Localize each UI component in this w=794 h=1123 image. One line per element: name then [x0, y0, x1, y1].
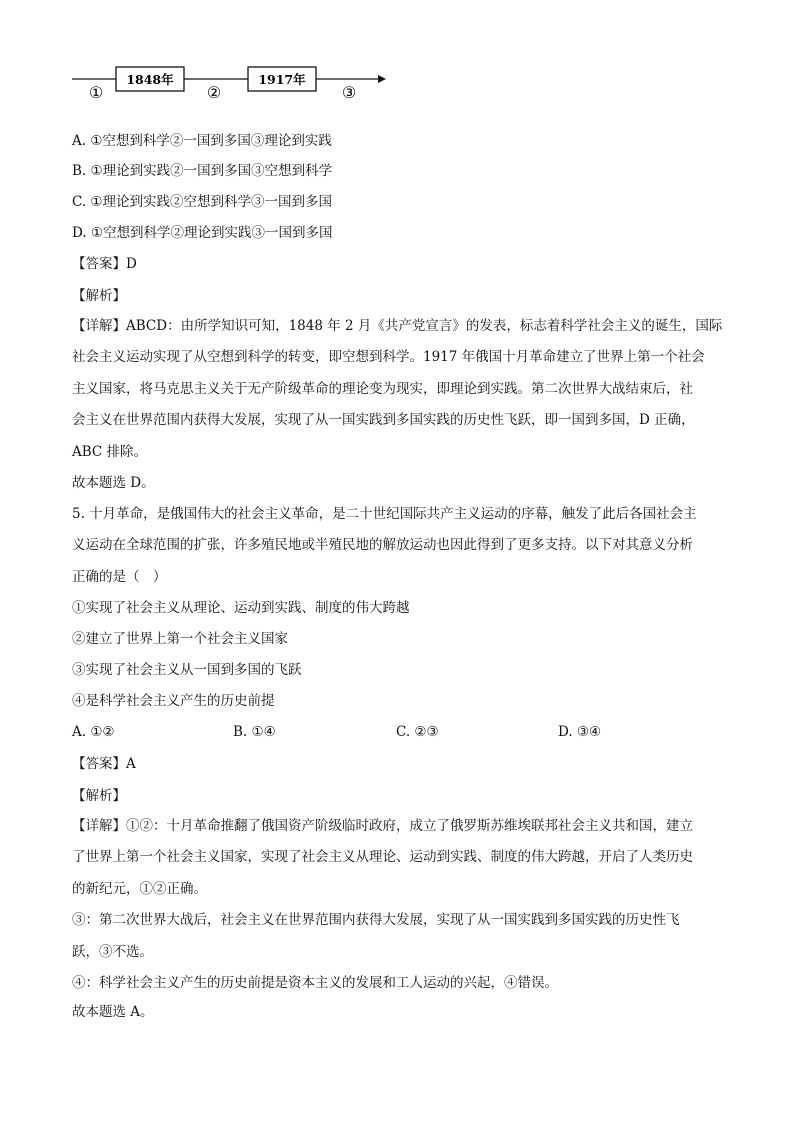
timeline-label-1917: 1917年 — [258, 72, 306, 87]
q4-detail-line: 会主义在世界范围内获得大发展，实现了从一国实践到多国实践的历史性飞跃，即一国到多国，D 正确， — [72, 412, 695, 429]
q5-item-3: ③实现了社会主义从一国到多国的飞跃 — [72, 662, 302, 678]
timeline-svg — [72, 62, 392, 102]
q5-stem-line: 5. 十月革命，是俄国伟大的社会主义革命，是二十世纪国际共产主义运动的序幕，触发了此后各国社会主 — [72, 506, 697, 522]
q5-item-1: ①实现了社会主义从理论、运动到实践、制度的伟大跨越 — [72, 600, 410, 616]
q4-conclusion: 故本题选 D。 — [72, 475, 155, 491]
q5-detail-line: 【详解】①②：十月革命推翻了俄国资产阶级临时政府，成立了俄罗斯苏维埃联邦社会主义共和国，建立 — [72, 818, 693, 834]
timeline-diagram — [72, 62, 392, 102]
timeline-mark-2: ② — [206, 83, 222, 102]
q4-option-c: C. ①理论到实践②空想到科学③一国到多国 — [72, 194, 333, 210]
q5-answer: 【答案】A — [72, 756, 136, 772]
q4-detail-line: 主义国家，将马克思主义关于无产阶级革命的理论变为现实，即理论到实践。第二次世界大战结束后，社 — [72, 380, 693, 397]
q5-detail — [72, 811, 722, 999]
q5-choice-a: A. ①② — [72, 724, 115, 740]
q5-stem-line: 正确的是（ ） — [72, 568, 167, 585]
q4-detail-line: 【详解】ABCD：由所学知识可知，1848 年 2 月《共产党宣言》的发表，标志着科学社会主义的诞生，国际 — [72, 318, 723, 334]
q5-detail-line: ④：科学社会主义产生的历史前提是资本主义的发展和工人运动的兴起，④错误。 — [72, 975, 558, 992]
q5-detail-line: 了世界上第一个社会主义国家，实现了社会主义从理论、运动到实践、制度的伟大跨越，开启了人类历史 — [72, 849, 693, 866]
q4-detail-line: 社会主义运动实现了从空想到科学的转变，即空想到科学。1917 年俄国十月革命建立了世界上第一个社会 — [72, 349, 705, 366]
q4-analysis-label: 【解析】 — [72, 288, 126, 304]
q5-detail-line: ③：第二次世界大战后，社会主义在世界范围内获得大发展，实现了从一国实践到多国实践的历史性飞 — [72, 912, 680, 929]
timeline-label-1848: 1848年 — [126, 72, 174, 87]
q5-choice-d: D. ③④ — [558, 724, 602, 740]
q5-stem — [72, 499, 722, 593]
q5-detail-line: 的新纪元，①②正确。 — [72, 880, 207, 897]
q5-choice-c: C. ②③ — [396, 724, 439, 740]
q4-option-a: A. ①空想到科学②一国到多国③理论到实践 — [72, 133, 332, 149]
q4-answer: 【答案】D — [72, 256, 137, 272]
q5-choice-b: B. ①④ — [233, 724, 276, 740]
q4-option-d: D. ①空想到科学②理论到实践③一国到多国 — [72, 225, 333, 241]
timeline-arrow-icon — [378, 75, 386, 83]
q5-stem-line: 义运动在全球范围的扩张，许多殖民地或半殖民地的解放运动也因此得到了更多支持。以下对其意义分析 — [72, 537, 693, 554]
timeline-mark-1: ① — [88, 83, 104, 102]
q5-item-2: ②建立了世界上第一个社会主义国家 — [72, 631, 288, 647]
q5-analysis-label: 【解析】 — [72, 788, 126, 804]
q4-option-b: B. ①理论到实践②一国到多国③空想到科学 — [72, 163, 333, 179]
q5-detail-line: 跃，③不选。 — [72, 943, 153, 960]
q4-detail-line: ABC 排除。 — [72, 443, 148, 460]
q5-item-4: ④是科学社会主义产生的历史前提 — [72, 693, 275, 709]
q4-detail — [72, 311, 722, 468]
q5-conclusion: 故本题选 A。 — [72, 1004, 154, 1020]
timeline-mark-3: ③ — [341, 83, 357, 102]
